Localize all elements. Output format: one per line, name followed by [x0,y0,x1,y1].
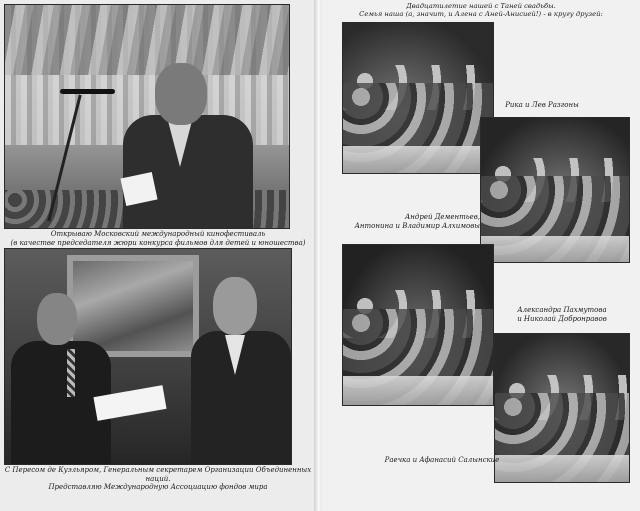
header-line: Семья наша (а, значит, и Алена с Аней-Анисией!) - в кругу друзей: [359,10,603,19]
caption-un-meeting [0,466,316,492]
table [343,376,493,405]
microphone [60,89,115,94]
caption-line: и Николай Добронравов [517,314,607,323]
table [495,455,629,482]
caption-line: (в качестве председателя жюри конкурса фильмов для детей и юношества) [10,238,306,247]
figure-right-head [213,277,257,335]
caption-line: Андрей Дементьев, [405,213,480,221]
photo-razgon [342,22,494,174]
caption-razgon: Рика и Лев Разгоны [505,101,579,109]
table [481,236,629,262]
caption-line: С Пересом де Куэльяром, Генеральным секретарем Организации Объединенных наций. [4,466,312,483]
caption-pakhmutova-dobronravov [492,306,632,323]
speaker-head [155,63,207,125]
table [343,146,493,173]
left-page [0,0,316,511]
right-page [322,0,640,511]
caption-dementiev-alkhimov [322,213,480,230]
tie [67,349,75,397]
caption-line: Антонина и Владимир Алхимовы [354,221,480,230]
caption-line: Александра Пахмутова [517,306,607,314]
photo-dementiev-alkhimov [480,117,630,263]
flags-backdrop [5,5,289,75]
figure-left-head [37,293,77,345]
caption-film-festival [0,230,316,247]
photo-salynskie [494,333,630,483]
page-header-caption [324,2,638,18]
caption-line: Представляю Международную Ассоциацию фондов мира [48,483,268,492]
photo-film-festival [4,4,290,229]
photo-family [342,244,494,406]
header-line: Двадцатилетие нашей с Таней свадьбы. [406,2,556,10]
photo-un-meeting [4,248,292,465]
caption-line: Открываю Московский международный кинофестиваль [50,230,266,238]
caption-salynskie: Раечка и Афанасий Салынские [384,456,500,464]
